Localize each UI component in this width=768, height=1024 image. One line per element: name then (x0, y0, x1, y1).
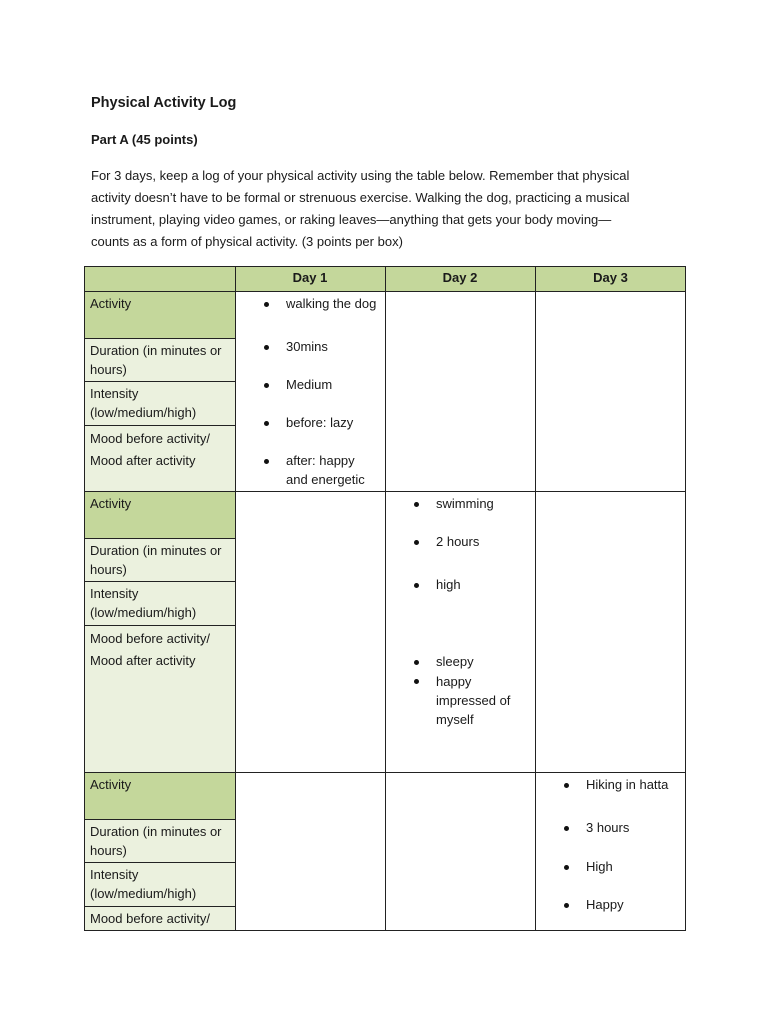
instructions-line: instrument, playing video games, or raking leaves—anything that gets your body moving— (91, 212, 612, 227)
bullet-icon (414, 540, 419, 545)
bullet-icon (414, 583, 419, 588)
row-label-mood: Mood before activity/ (84, 906, 235, 931)
day2-entry: 2 hours (436, 533, 479, 552)
bullet-icon (264, 459, 269, 464)
row-label-activity: Activity (84, 491, 235, 538)
day2-entry: happy impressed of myself (436, 672, 526, 729)
bullet-icon (564, 826, 569, 831)
day3-entry: Hiking in hatta (586, 776, 668, 795)
row-label-activity: Activity (84, 772, 235, 819)
row-label-activity: Activity (84, 291, 235, 338)
bullet-icon (564, 903, 569, 908)
header-day-2: Day 2 (442, 270, 478, 285)
row-label-duration: Duration (in minutes or hours) (84, 819, 235, 862)
page-title: Physical Activity Log (91, 95, 237, 111)
row-label-mood: Mood before activity/ Mood after activity (84, 425, 235, 491)
bullet-icon (414, 679, 419, 684)
instructions-line: activity doesn’t have to be formal or strenuous exercise. Walking the dog, practicing a musical (91, 190, 630, 205)
bullet-icon (264, 345, 269, 350)
bullet-icon (564, 783, 569, 788)
row-label-duration: Duration (in minutes or hours) (84, 538, 235, 581)
instructions-line: For 3 days, keep a log of your physical activity using the table below. Remember that physical (91, 168, 630, 183)
day3-entry: 3 hours (586, 819, 629, 838)
day1-entry: 30mins (286, 338, 328, 357)
day2-entry: swimming (436, 495, 494, 514)
bullet-icon (264, 302, 269, 307)
instructions-line: counts as a form of physical activity. (3 points per box) (91, 234, 403, 249)
row-label-intensity: Intensity (low/medium/high) (84, 862, 235, 906)
row-label-intensity: Intensity (low/medium/high) (84, 581, 235, 625)
day1-entry: walking the dog (286, 295, 376, 314)
row-label-duration: Duration (in minutes or hours) (84, 338, 235, 381)
header-day-3: Day 3 (593, 270, 628, 285)
instructions-paragraph (91, 165, 681, 253)
activity-log-table (84, 266, 686, 931)
day1-entry: after: happy and energetic (286, 452, 376, 489)
bullet-icon (264, 421, 269, 426)
day1-entry: before: lazy (286, 414, 353, 433)
day2-entry: high (436, 576, 461, 595)
bullet-icon (414, 502, 419, 507)
row-label-mood: Mood before activity/ Mood after activity (84, 625, 235, 772)
day3-entry: Happy (586, 896, 624, 915)
bullet-icon (564, 865, 569, 870)
day3-entry: High (586, 858, 613, 877)
bullet-icon (414, 660, 419, 665)
day2-entry: sleepy (436, 653, 474, 672)
part-heading: Part A (45 points) (91, 132, 198, 147)
bullet-icon (264, 383, 269, 388)
day1-entry: Medium (286, 376, 332, 395)
header-day-1: Day 1 (292, 270, 328, 285)
row-label-intensity: Intensity (low/medium/high) (84, 381, 235, 425)
